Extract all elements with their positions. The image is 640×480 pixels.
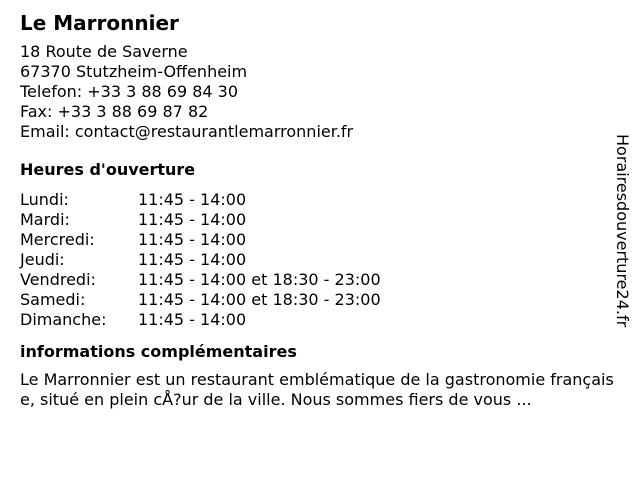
page-title: Le Marronnier bbox=[20, 11, 179, 35]
hours-day: Mardi: bbox=[20, 210, 70, 229]
hours-time: 11:45 - 14:00 bbox=[138, 310, 247, 329]
address-city: 67370 Stutzheim-Offenheim bbox=[20, 62, 248, 81]
hours-table bbox=[20, 190, 620, 330]
hours-row-mercredi bbox=[20, 230, 620, 250]
hours-time: 11:45 - 14:00 et 18:30 - 23:00 bbox=[138, 270, 381, 289]
hours-time: 11:45 - 14:00 et 18:30 - 23:00 bbox=[138, 290, 381, 309]
address-block bbox=[20, 42, 620, 142]
hours-row-samedi bbox=[20, 290, 620, 310]
hours-day: Dimanche: bbox=[20, 310, 107, 329]
hours-row-vendredi bbox=[20, 270, 620, 290]
hours-day: Vendredi: bbox=[20, 270, 96, 289]
fax-number: Fax: +33 3 88 69 87 82 bbox=[20, 102, 209, 121]
hours-row-jeudi bbox=[20, 250, 620, 270]
hours-time: 11:45 - 14:00 bbox=[138, 230, 247, 249]
info-heading: informations complémentaires bbox=[20, 342, 297, 361]
address-street: 18 Route de Saverne bbox=[20, 42, 188, 61]
hours-row-mardi bbox=[20, 210, 620, 230]
hours-heading: Heures d'ouverture bbox=[20, 160, 196, 179]
phone-number: Telefon: +33 3 88 69 84 30 bbox=[20, 82, 239, 101]
hours-time: 11:45 - 14:00 bbox=[138, 210, 247, 229]
restaurant-card bbox=[20, 10, 620, 410]
hours-time: 11:45 - 14:00 bbox=[138, 250, 247, 269]
site-brand-vertical: Horairesdouverture24.fr bbox=[613, 134, 632, 328]
hours-day: Lundi: bbox=[20, 190, 69, 209]
hours-row-dimanche bbox=[20, 310, 620, 330]
hours-row-lundi bbox=[20, 190, 620, 210]
hours-time: 11:45 - 14:00 bbox=[138, 190, 247, 209]
hours-day: Jeudi: bbox=[20, 250, 65, 269]
hours-day: Mercredi: bbox=[20, 230, 95, 249]
info-description: Le Marronnier est un restaurant emblématique de la gastronomie française, situé en plein cÅ?ur de la ville. Nous sommes fiers de vous ... bbox=[20, 370, 614, 409]
email-address: Email: contact@restaurantlemarronnier.fr bbox=[20, 122, 354, 141]
hours-day: Samedi: bbox=[20, 290, 86, 309]
